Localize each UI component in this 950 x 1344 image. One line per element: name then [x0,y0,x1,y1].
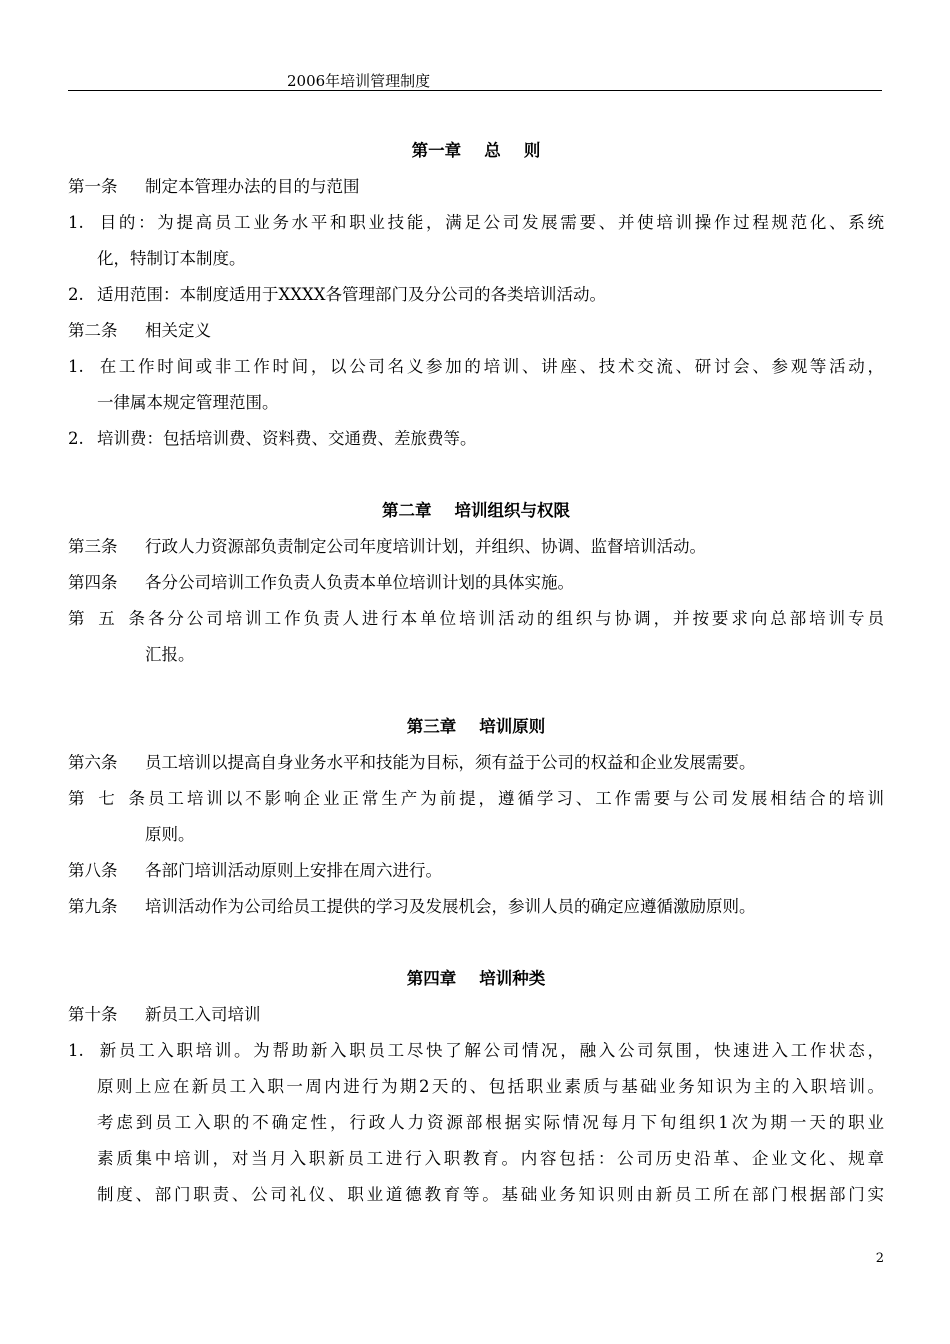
article: 第五条各分公司培训工作负责人进行本单位培训活动的组织与协调，并按要求向总部培训专员 汇报。 [68,601,884,673]
article [68,565,884,601]
item-number: 1. [68,1041,84,1060]
article-label: 第八条 [68,861,118,880]
chapter-heading: 第一章 总 则 [411,141,541,160]
article [68,745,884,781]
article-text: 新员工入司培训 [145,1005,261,1024]
item-number: 2. [68,429,84,448]
article-label: 第五条 [68,609,145,628]
list-item: 1. 目的：为提高员工业务水平和职业技能，满足公司发展需要、并使培训操作过程规范化、系统 化，特制订本制度。 [68,205,884,277]
article-label: 第一条 [68,177,118,196]
article-text: 员工培训以提高自身业务水平和技能为目标，须有益于公司的权益和企业发展需要。 [145,753,756,772]
article [68,529,884,565]
article: 第七条员工培训以不影响企业正常生产为前提，遵循学习、工作需要与公司发展相结合的培训 原则。 [68,781,884,853]
chapter-heading: 第二章 培训组织与权限 [381,501,571,520]
item-number: 2. [68,285,84,304]
article [68,997,884,1033]
article-text: 各部门培训活动原则上安排在周六进行。 [145,861,442,880]
article-label: 第七条 [68,789,145,808]
header-title: 2006年培训管理制度 [287,72,431,90]
article [68,313,884,349]
article [68,889,884,925]
page-number: 2 [875,1251,884,1266]
chapter-heading: 第四章 培训种类 [406,969,546,988]
list-item: 1. 新员工入职培训。为帮助新入职员工尽快了解公司情况，融入公司氛围，快速进入工作状态， 原则上应在新员工入职一周内进行为期2天的、包括职业素质与基础业务知识为主的入职培训。 考虑到员工入职的不确定性，行政人力资源部根据实际情况每月下旬组织1次为期一天的职业 素质集中培训，对当月入职新员工进行入职教育。内容包括：公司历史沿革、企业文化、规章 制度、部门职责、公司礼仪、职业道德教育等。基础业务知识则由新员工所在部门根据部门实 [68,1033,884,1213]
list-item: 2. 适用范围：本制度适用于XXXX各管理部门及分公司的各类培训活动。 [68,277,884,313]
article-label: 第九条 [68,897,118,916]
article-text: 培训活动作为公司给员工提供的学习及发展机会，参训人员的确定应遵循激励原则。 [145,897,756,916]
article-text: 相关定义 [145,321,211,340]
article-label: 第二条 [68,321,118,340]
item-number: 1. [68,357,84,376]
document-body [68,133,884,1213]
article-label: 第六条 [68,753,118,772]
header-rule [68,90,882,91]
article-label: 第三条 [68,537,118,556]
chapter-heading: 第三章 培训原则 [406,717,546,736]
article-text: 制定本管理办法的目的与范围 [145,177,360,196]
article-label: 第十条 [68,1005,118,1024]
item-number: 1. [68,213,84,232]
article [68,169,884,205]
article-text: 行政人力资源部负责制定公司年度培训计划，并组织、协调、监督培训活动。 [145,537,706,556]
list-item: 2. 培训费：包括培训费、资料费、交通费、差旅费等。 [68,421,884,457]
article-text: 各分公司培训工作负责人负责本单位培训计划的具体实施。 [145,573,574,592]
list-item: 1. 在工作时间或非工作时间，以公司名义参加的培训、讲座、技术交流、研讨会、参观等活动， 一律属本规定管理范围。 [68,349,884,421]
article-label: 第四条 [68,573,118,592]
article [68,853,884,889]
